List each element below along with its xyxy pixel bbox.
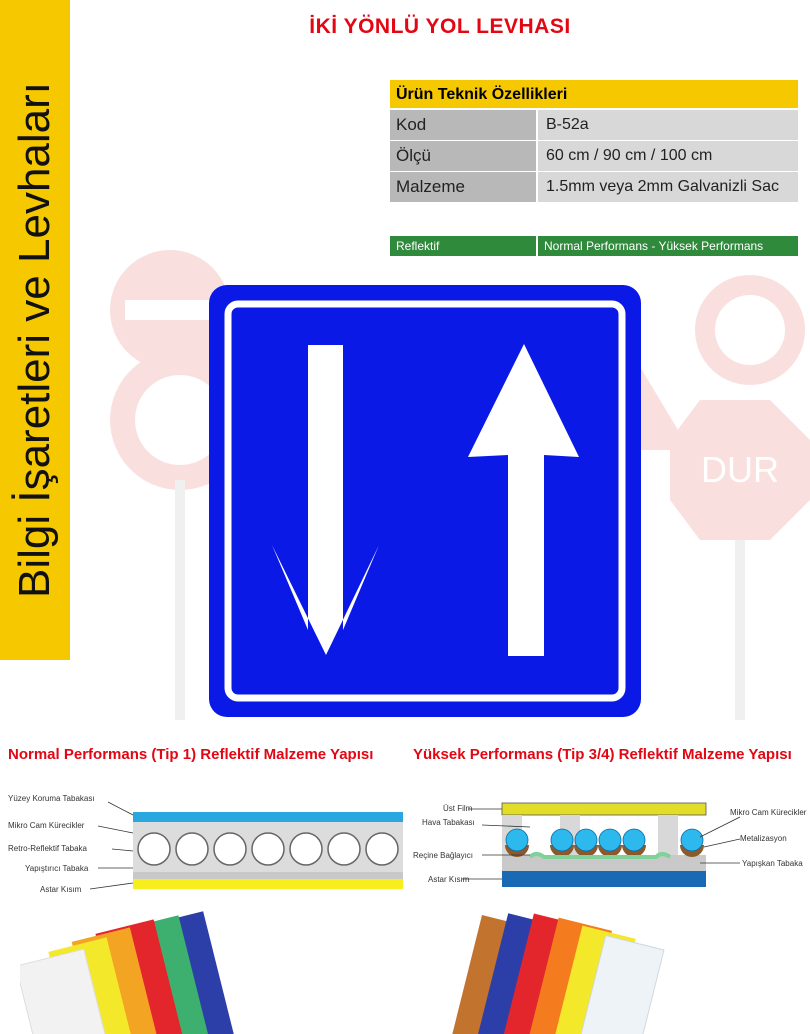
reflective-value: Normal Performans - Yüksek Performans <box>538 236 798 256</box>
page-title: İKİ YÖNLÜ YOL LEVHASI <box>309 15 571 38</box>
diagram-label: Yüzey Koruma Tabakası <box>8 794 95 803</box>
sidebar-text: Bilgi İşaretleri ve Levhaları <box>10 81 59 599</box>
reflective-key: Reflektif <box>390 236 536 256</box>
diagram-label: Retro-Reflektif Tabaka <box>8 844 87 853</box>
diagram-label: Hava Tabakası <box>422 818 475 827</box>
spec-heading: Ürün Teknik Özellikleri <box>390 80 798 109</box>
spec-value: B-52a <box>538 110 798 140</box>
diagram-label: Reçine Bağlayıcı <box>413 851 474 860</box>
high-performance-diagram <box>410 795 810 895</box>
spec-key: Malzeme <box>390 172 536 202</box>
high-performance-title: Yüksek Performans (Tip 3/4) Reflektif Malzeme Yapısı <box>413 746 792 763</box>
spec-value: 1.5mm veya 2mm Galvanizli Sac <box>538 172 798 202</box>
high-samples-image <box>440 905 670 1034</box>
stop-sign-text: DUR <box>701 449 779 490</box>
diagram-label: Üst Film <box>443 804 473 813</box>
sidebar-banner <box>0 0 70 660</box>
diagram-label: Yapıştırıcı Tabaka <box>25 864 89 873</box>
sign-background <box>209 285 641 717</box>
diagram-label: Astar Kısım <box>428 875 470 884</box>
normal-performance-title: Normal Performans (Tip 1) Reflektif Malzeme Yapısı <box>8 746 374 763</box>
diagram-label: Metalizasyon <box>740 834 787 843</box>
diagram-label: Mikro Cam Kürecikler <box>8 821 85 830</box>
two-way-road-sign <box>209 285 641 717</box>
spec-key: Kod <box>390 110 536 140</box>
spec-row <box>390 172 798 202</box>
spec-row <box>390 110 798 140</box>
spec-key: Ölçü <box>390 141 536 171</box>
normal-samples-image <box>20 910 250 1034</box>
spec-table <box>390 80 798 202</box>
diagram-label: Astar Kısım <box>40 885 82 894</box>
normal-performance-diagram <box>0 785 405 895</box>
spec-value: 60 cm / 90 cm / 100 cm <box>538 141 798 171</box>
diagram-label: Yapışkan Tabaka <box>742 859 803 868</box>
spec-row <box>390 141 798 171</box>
diagram-label: Mikro Cam Kürecikler <box>730 808 807 817</box>
